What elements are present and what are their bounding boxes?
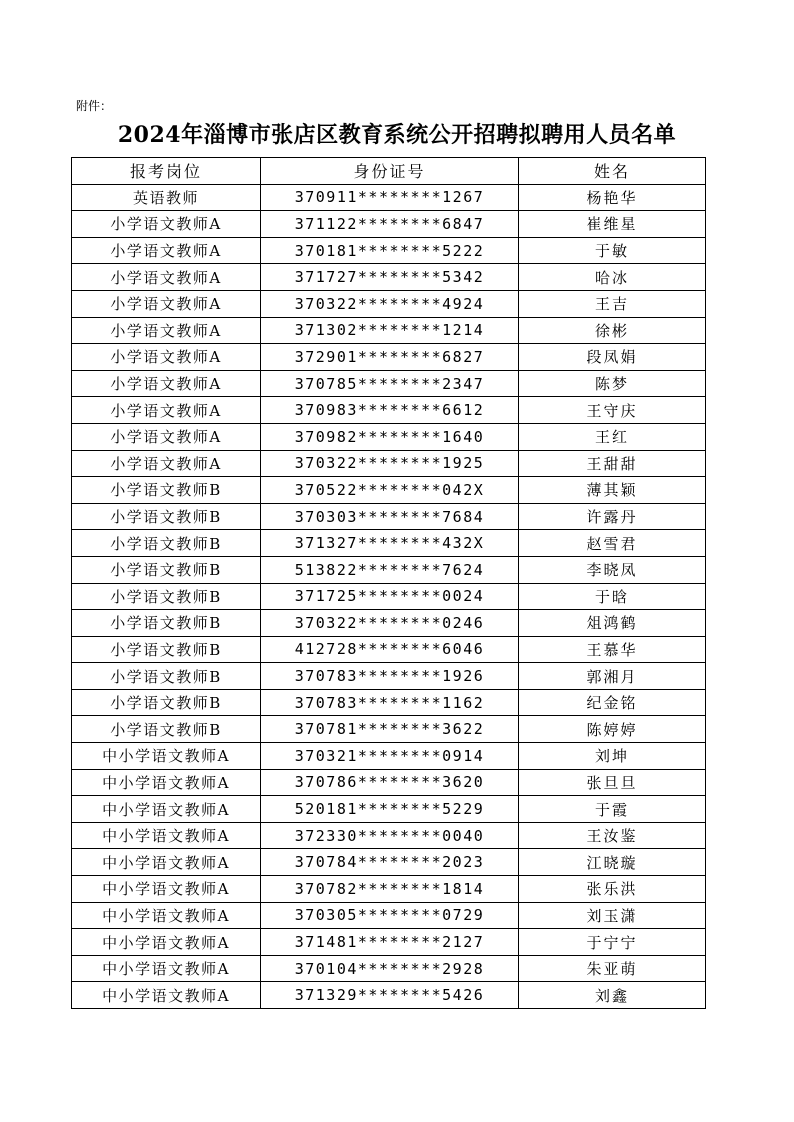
table-row bbox=[72, 955, 706, 982]
cell-id-number: 370786********3620 bbox=[261, 769, 519, 796]
cell-name: 张旦旦 bbox=[519, 769, 706, 796]
header-id-number: 身份证号 bbox=[261, 158, 519, 185]
table-row bbox=[72, 317, 706, 344]
table-row bbox=[72, 211, 706, 238]
table-row bbox=[72, 397, 706, 424]
cell-id-number: 371329********5426 bbox=[261, 982, 519, 1009]
table-row bbox=[72, 450, 706, 477]
cell-name: 李晓凤 bbox=[519, 556, 706, 583]
cell-id-number: 370303********7684 bbox=[261, 503, 519, 530]
cell-name: 纪金铭 bbox=[519, 689, 706, 716]
table-row bbox=[72, 796, 706, 823]
cell-position: 小学语文教师B bbox=[72, 610, 261, 637]
cell-name: 许露丹 bbox=[519, 503, 706, 530]
cell-name: 刘玉潇 bbox=[519, 902, 706, 929]
cell-name: 陈梦 bbox=[519, 370, 706, 397]
cell-id-number: 370781********3622 bbox=[261, 716, 519, 743]
cell-position: 小学语文教师B bbox=[72, 583, 261, 610]
table-row bbox=[72, 290, 706, 317]
cell-name: 朱亚萌 bbox=[519, 955, 706, 982]
cell-position: 小学语文教师B bbox=[72, 716, 261, 743]
table-row bbox=[72, 636, 706, 663]
cell-position: 小学语文教师B bbox=[72, 477, 261, 504]
cell-id-number: 370982********1640 bbox=[261, 423, 519, 450]
cell-name: 于敏 bbox=[519, 237, 706, 264]
cell-id-number: 370783********1162 bbox=[261, 689, 519, 716]
cell-position: 中小学语文教师A bbox=[72, 743, 261, 770]
table-row bbox=[72, 663, 706, 690]
cell-name: 王守庆 bbox=[519, 397, 706, 424]
cell-id-number: 520181********5229 bbox=[261, 796, 519, 823]
table-row bbox=[72, 743, 706, 770]
cell-name: 于晗 bbox=[519, 583, 706, 610]
cell-position: 中小学语文教师A bbox=[72, 849, 261, 876]
attachment-label: 附件： bbox=[76, 99, 113, 113]
table-row bbox=[72, 556, 706, 583]
cell-id-number: 370305********0729 bbox=[261, 902, 519, 929]
table-body bbox=[72, 184, 706, 1008]
cell-position: 中小学语文教师A bbox=[72, 902, 261, 929]
cell-position: 英语教师 bbox=[72, 184, 261, 211]
cell-id-number: 371122********6847 bbox=[261, 211, 519, 238]
cell-id-number: 371727********5342 bbox=[261, 264, 519, 291]
cell-name: 王汝鉴 bbox=[519, 822, 706, 849]
hiring-roster-table bbox=[71, 157, 706, 1009]
cell-name: 郭湘月 bbox=[519, 663, 706, 690]
table-row bbox=[72, 769, 706, 796]
cell-id-number: 370784********2023 bbox=[261, 849, 519, 876]
cell-position: 小学语文教师A bbox=[72, 237, 261, 264]
table-row bbox=[72, 477, 706, 504]
cell-name: 王红 bbox=[519, 423, 706, 450]
cell-position: 中小学语文教师A bbox=[72, 929, 261, 956]
cell-position: 中小学语文教师A bbox=[72, 876, 261, 903]
cell-position: 小学语文教师A bbox=[72, 344, 261, 371]
cell-position: 小学语文教师B bbox=[72, 636, 261, 663]
table-row bbox=[72, 876, 706, 903]
cell-id-number: 412728********6046 bbox=[261, 636, 519, 663]
cell-id-number: 370104********2928 bbox=[261, 955, 519, 982]
cell-name: 于霞 bbox=[519, 796, 706, 823]
header-position: 报考岗位 bbox=[72, 158, 261, 185]
cell-id-number: 371481********2127 bbox=[261, 929, 519, 956]
cell-id-number: 370783********1926 bbox=[261, 663, 519, 690]
cell-name: 刘坤 bbox=[519, 743, 706, 770]
cell-position: 小学语文教师B bbox=[72, 556, 261, 583]
cell-position: 小学语文教师B bbox=[72, 689, 261, 716]
cell-name: 王吉 bbox=[519, 290, 706, 317]
document-title: 2024年淄博市张店区教育系统公开招聘拟聘用人员名单 bbox=[117, 122, 677, 148]
table-row bbox=[72, 822, 706, 849]
cell-name: 崔维星 bbox=[519, 211, 706, 238]
table-row bbox=[72, 583, 706, 610]
cell-name: 江晓璇 bbox=[519, 849, 706, 876]
cell-id-number: 370782********1814 bbox=[261, 876, 519, 903]
table-row bbox=[72, 689, 706, 716]
table-row bbox=[72, 423, 706, 450]
cell-name: 王甜甜 bbox=[519, 450, 706, 477]
cell-name: 张乐洪 bbox=[519, 876, 706, 903]
table-row bbox=[72, 184, 706, 211]
cell-position: 小学语文教师A bbox=[72, 264, 261, 291]
cell-name: 杨艳华 bbox=[519, 184, 706, 211]
cell-id-number: 370983********6612 bbox=[261, 397, 519, 424]
cell-name: 王慕华 bbox=[519, 636, 706, 663]
cell-id-number: 370522********042X bbox=[261, 477, 519, 504]
table-row bbox=[72, 982, 706, 1009]
cell-position: 小学语文教师A bbox=[72, 317, 261, 344]
cell-name: 于宁宁 bbox=[519, 929, 706, 956]
cell-id-number: 370322********4924 bbox=[261, 290, 519, 317]
cell-position: 小学语文教师A bbox=[72, 423, 261, 450]
table-row bbox=[72, 530, 706, 557]
cell-position: 中小学语文教师A bbox=[72, 982, 261, 1009]
table-row bbox=[72, 370, 706, 397]
cell-position: 小学语文教师A bbox=[72, 370, 261, 397]
cell-position: 小学语文教师A bbox=[72, 290, 261, 317]
table-row bbox=[72, 716, 706, 743]
cell-position: 小学语文教师A bbox=[72, 450, 261, 477]
cell-name: 徐彬 bbox=[519, 317, 706, 344]
cell-position: 中小学语文教师A bbox=[72, 796, 261, 823]
table-row bbox=[72, 849, 706, 876]
cell-id-number: 372330********0040 bbox=[261, 822, 519, 849]
table-header-row bbox=[72, 158, 706, 185]
cell-id-number: 370911********1267 bbox=[261, 184, 519, 211]
cell-id-number: 370322********1925 bbox=[261, 450, 519, 477]
cell-id-number: 370322********0246 bbox=[261, 610, 519, 637]
table-row bbox=[72, 610, 706, 637]
cell-id-number: 370321********0914 bbox=[261, 743, 519, 770]
cell-name: 俎鸿鹤 bbox=[519, 610, 706, 637]
cell-position: 中小学语文教师A bbox=[72, 822, 261, 849]
cell-position: 小学语文教师A bbox=[72, 397, 261, 424]
table-row bbox=[72, 503, 706, 530]
cell-name: 哈冰 bbox=[519, 264, 706, 291]
cell-id-number: 372901********6827 bbox=[261, 344, 519, 371]
cell-position: 中小学语文教师A bbox=[72, 769, 261, 796]
cell-id-number: 370181********5222 bbox=[261, 237, 519, 264]
cell-position: 小学语文教师B bbox=[72, 503, 261, 530]
table-row bbox=[72, 902, 706, 929]
cell-name: 陈婷婷 bbox=[519, 716, 706, 743]
cell-name: 赵雪君 bbox=[519, 530, 706, 557]
table-row bbox=[72, 344, 706, 371]
cell-name: 段凤娟 bbox=[519, 344, 706, 371]
table-row bbox=[72, 264, 706, 291]
cell-id-number: 371327********432X bbox=[261, 530, 519, 557]
cell-position: 小学语文教师A bbox=[72, 211, 261, 238]
table-row bbox=[72, 237, 706, 264]
cell-id-number: 513822********7624 bbox=[261, 556, 519, 583]
cell-position: 小学语文教师B bbox=[72, 663, 261, 690]
header-name: 姓名 bbox=[519, 158, 706, 185]
cell-name: 薄其颖 bbox=[519, 477, 706, 504]
cell-name: 刘鑫 bbox=[519, 982, 706, 1009]
cell-id-number: 370785********2347 bbox=[261, 370, 519, 397]
cell-position: 中小学语文教师A bbox=[72, 955, 261, 982]
cell-position: 小学语文教师B bbox=[72, 530, 261, 557]
cell-id-number: 371725********0024 bbox=[261, 583, 519, 610]
cell-id-number: 371302********1214 bbox=[261, 317, 519, 344]
table-row bbox=[72, 929, 706, 956]
